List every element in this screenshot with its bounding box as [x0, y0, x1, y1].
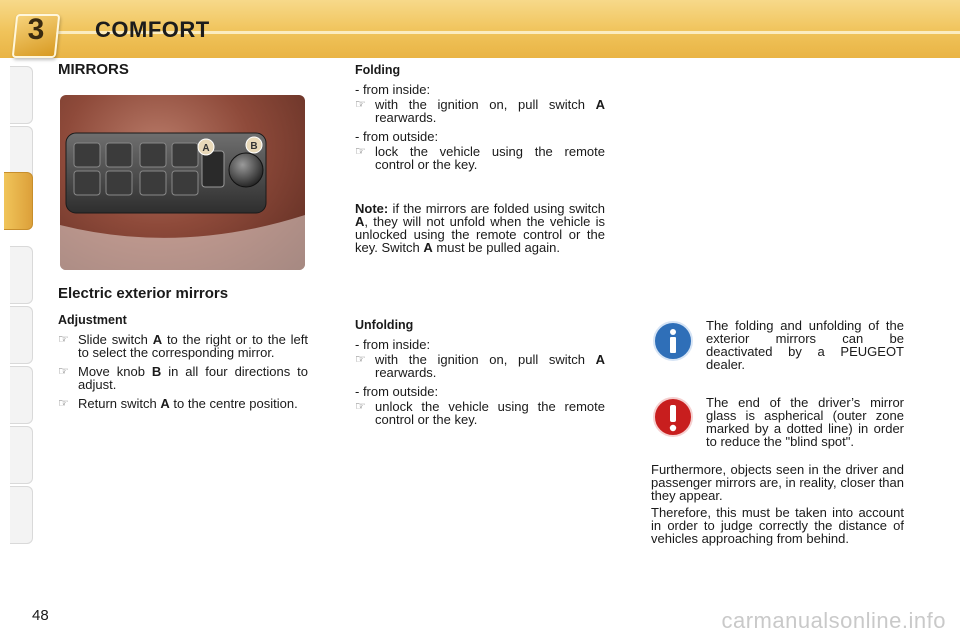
door-switch-panel	[60, 95, 305, 270]
folding-section	[355, 64, 605, 171]
subsection-title: Electric exterior mirrors	[58, 285, 229, 302]
folding-title: Folding	[355, 63, 401, 77]
pointing-hand-icon: ☞	[355, 144, 366, 158]
adjustment-step-text: Return switch A to the centre position.	[78, 396, 298, 411]
pointing-hand-icon: ☞	[355, 97, 366, 111]
folding-outside-step	[355, 145, 605, 171]
folding-inside-step	[355, 98, 605, 124]
unfolding-outside-text: unlock the vehicle using the remote control or the key.	[375, 399, 605, 427]
right-paragraph-2: Therefore, this must be taken into account in order to judge correctly the distance of vehicles approaching from behind.	[651, 505, 904, 546]
right-paragraph-1: Furthermore, objects seen in the driver and passenger mirrors are, in reality, closer than they appear.	[651, 462, 904, 503]
chapter-number: 3	[27, 13, 45, 46]
pointing-hand-icon: ☞	[355, 352, 366, 366]
chapter-tabs	[0, 66, 36, 576]
watermark: carmanualsonline.info	[721, 608, 946, 633]
section-title: MIRRORS	[58, 61, 129, 78]
page-number: 48	[32, 607, 49, 624]
chapter-tab[interactable]	[10, 246, 33, 304]
adjustment-step	[58, 333, 308, 359]
unfolding-title: Unfolding	[355, 318, 414, 332]
folding-outside-label: - from outside:	[355, 129, 439, 144]
note-label: Note:	[355, 201, 389, 216]
unfolding-inside-label: - from inside:	[355, 337, 431, 352]
unfolding-inside-text: with the ignition on, pull switch A rearwards.	[375, 352, 605, 380]
unfolding-section	[355, 319, 605, 426]
adjustment-step-text: Slide switch A to the right or to the left to select the corresponding mirror.	[78, 332, 309, 360]
chapter-tab[interactable]	[10, 306, 33, 364]
adjustment-step	[58, 365, 308, 391]
chapter-tab[interactable]	[10, 366, 33, 424]
chapter-tab-active[interactable]	[4, 172, 33, 230]
pointing-hand-icon: ☞	[355, 399, 366, 413]
info-icon	[652, 320, 694, 362]
unfolding-outside-step	[355, 400, 605, 426]
folding-outside-text: lock the vehicle using the remote control or the key.	[375, 144, 605, 172]
pointing-hand-icon: ☞	[58, 396, 69, 410]
chapter-tab[interactable]	[10, 66, 33, 124]
mirror-control-photo	[60, 95, 305, 270]
pointing-hand-icon: ☞	[58, 364, 69, 378]
adjustment-step	[58, 397, 308, 410]
chapter-title: COMFORT	[95, 17, 210, 42]
folding-inside-label: - from inside:	[355, 82, 431, 97]
unfolding-inside-step	[355, 353, 605, 379]
info-note-text: The folding and unfolding of the exterior mirrors can be deactivated by a PEUGEOT dealer.	[706, 318, 904, 372]
adjustment-title: Adjustment	[58, 313, 127, 327]
warning-icon	[652, 396, 694, 438]
unfolding-outside-label: - from outside:	[355, 384, 439, 399]
chapter-tab[interactable]	[10, 486, 33, 544]
folding-inside-text: with the ignition on, pull switch A rearwards.	[375, 97, 605, 125]
adjustment-step-text: Move knob B in all four directions to adjust.	[78, 364, 308, 392]
label-b: B	[250, 141, 258, 152]
chapter-tab[interactable]	[10, 426, 33, 484]
adjustment-section	[58, 314, 308, 410]
warning-note-text: The end of the driver’s mirror glass is aspherical (outer zone marked by a dotted line) in order to reduce the "blind spot".	[706, 395, 904, 449]
note-paragraph: Note: if the mirrors are folded using switch A, they will not unfold when the vehicle is unlocked using the remote control or the key. Switch A must be pulled again.	[355, 201, 605, 255]
pointing-hand-icon: ☞	[58, 332, 69, 346]
label-a: A	[202, 143, 210, 154]
